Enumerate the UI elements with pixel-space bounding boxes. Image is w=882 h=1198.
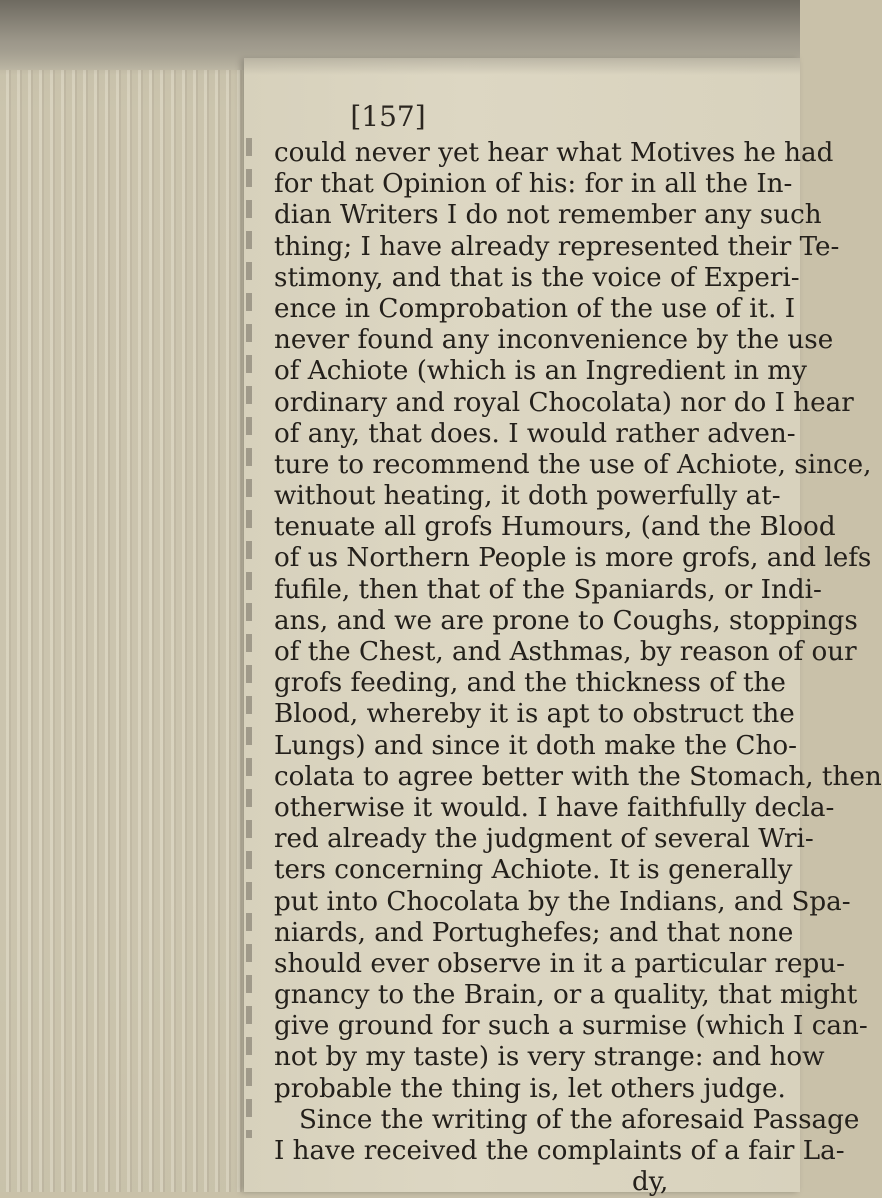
text-line: otherwise it would. I have faithfully decla- [274, 792, 835, 823]
text-line: Blood, whereby it is apt to obstruct the [274, 699, 795, 730]
text-line: for that Opinion of his: for in all the In- [274, 169, 793, 200]
text-line: put into Chocolata by the Indians, and Spa- [274, 886, 851, 917]
catchword: dy, [274, 1167, 669, 1198]
text-line: fufile, then that of the Spaniards, or Indi- [274, 574, 822, 605]
text-line: tenuate all grofs Humours, (and the Blood [274, 512, 836, 543]
text-line: should ever observe in it a particular repu- [274, 948, 846, 979]
show-through-text [246, 138, 252, 1138]
text-line: could never yet hear what Motives he had [274, 138, 834, 168]
text-line: give ground for such a surmise (which I can- [274, 1011, 868, 1042]
top-shadow [0, 0, 800, 75]
previous-pages-edge [0, 70, 250, 1192]
text-line: niards, and Portughefes; and that none [274, 917, 794, 948]
text-line: red already the judgment of several Wri- [274, 824, 814, 855]
text-line: of any, that does. I would rather adven- [274, 418, 796, 449]
text-line: ters concerning Achiote. It is generally [274, 855, 793, 886]
text-line: of Achiote (which is an Ingredient in my [274, 356, 807, 387]
text-line: ans, and we are prone to Coughs, stoppings [274, 605, 858, 636]
text-line: gnancy to the Brain, or a quality, that might [274, 980, 858, 1011]
text-line: stimony, and that is the voice of Experi- [274, 262, 800, 293]
body-text [274, 138, 882, 1198]
text-line: colata to agree better with the Stomach, then [274, 761, 882, 792]
text-line: thing; I have already represented their Te- [274, 231, 840, 262]
text-line: of us Northern People is more grofs, and lefs [274, 543, 872, 574]
text-line: grofs feeding, and the thickness of the [274, 668, 786, 699]
text-line: dian Writers I do not remember any such [274, 200, 822, 231]
text-line: of the Chest, and Asthmas, by reason of our [274, 637, 857, 667]
text-line: probable the thing is, let others judge. [274, 1073, 786, 1104]
text-line: ture to recommend the use of Achiote, since, [274, 449, 872, 480]
text-line: ence in Comprobation of the use of it. I [274, 293, 796, 324]
page-number: [157] [350, 100, 426, 133]
text-line: without heating, it doth powerfully at- [274, 481, 781, 512]
text-line: Since the writing of the aforesaid Passage [274, 1104, 860, 1135]
text-line: not by my taste) is very strange: and how [274, 1042, 825, 1073]
text-line: Lungs) and since it doth make the Cho- [274, 730, 797, 761]
text-line: I have received the complaints of a fair La- [274, 1136, 845, 1166]
text-line: never found any inconvenience by the use [274, 325, 834, 356]
text-line: ordinary and royal Chocolata) nor do I hear [274, 387, 854, 418]
